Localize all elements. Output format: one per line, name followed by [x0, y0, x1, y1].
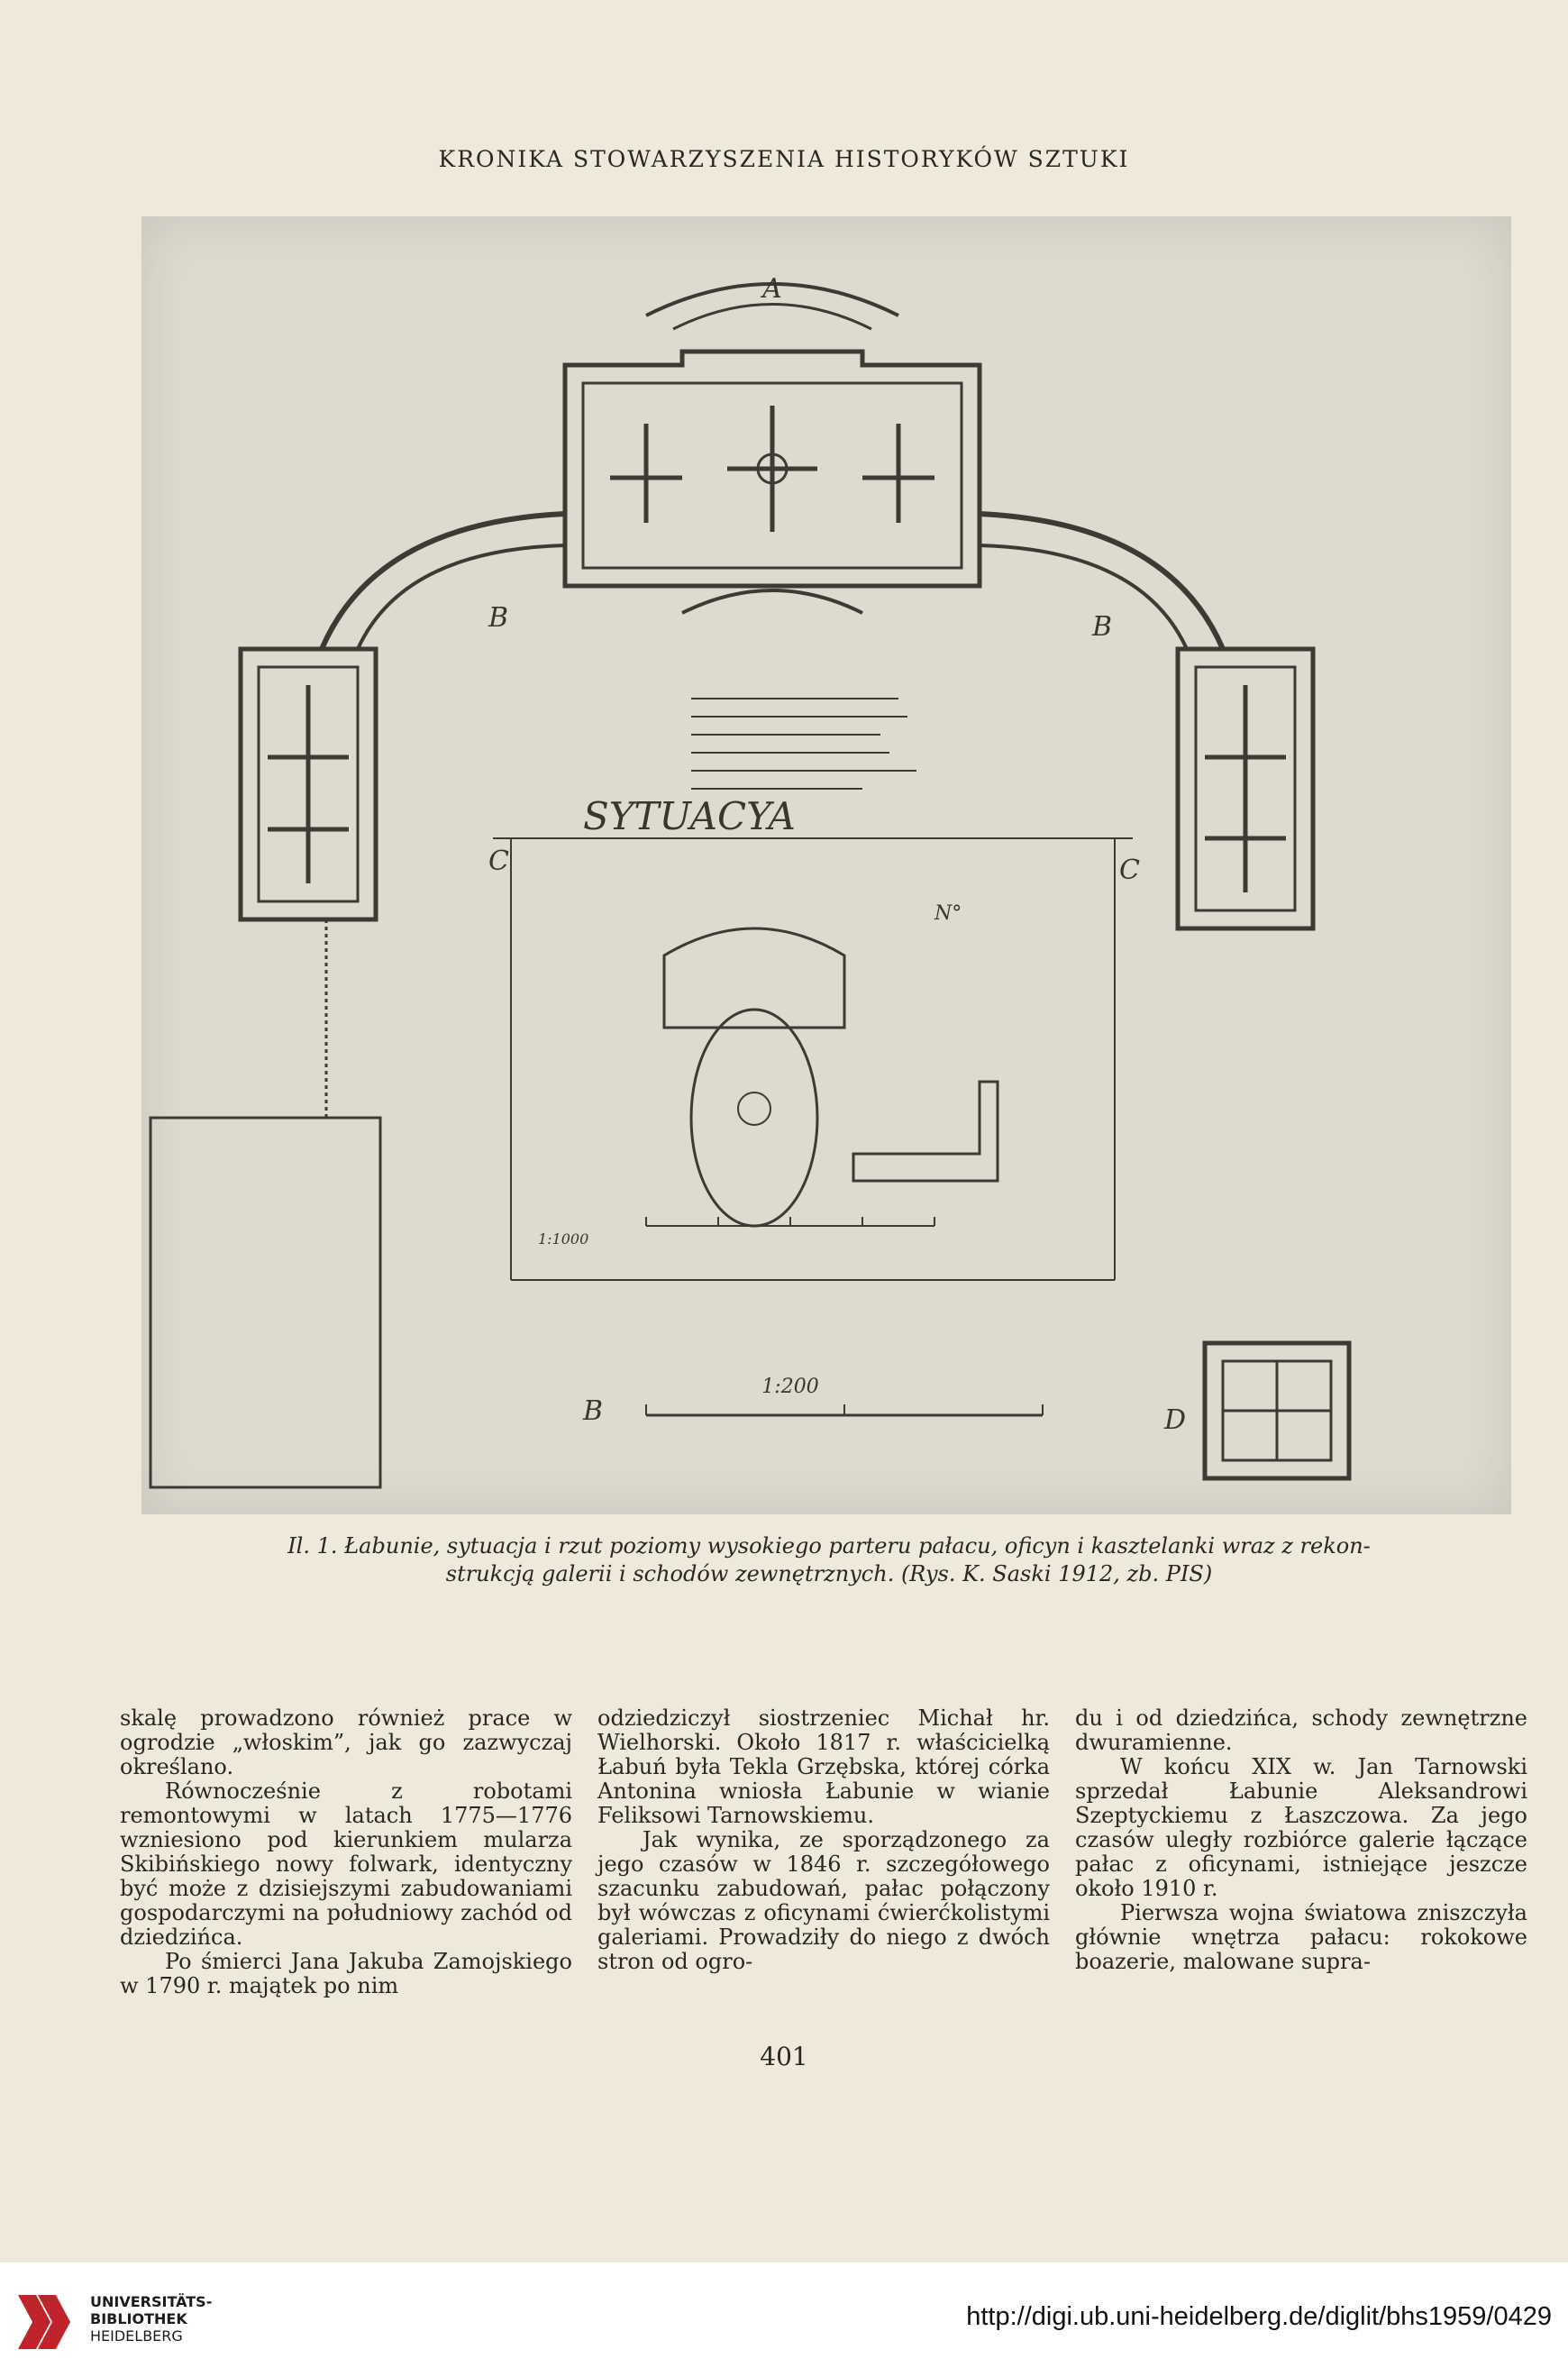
text-column-3	[1075, 1706, 1527, 1998]
plan-label-c-right: C	[1119, 855, 1140, 886]
library-name-line-3: HEIDELBERG	[90, 2327, 183, 2345]
caption-line-1: Il. 1. Łabunie, sytuacja i rzut poziomy wysokiego parteru pałacu, oficyn i kasztelanki wraz z rekon-	[287, 1533, 1371, 1559]
north-arrow-label: N°	[934, 902, 962, 925]
library-name-line-1: UNIVERSITÄTS-	[90, 2293, 213, 2310]
paragraph: Po śmierci Jana Jakuba Zamojskiego w 1790 r. majątek po nim	[120, 1949, 572, 1998]
plan-scale: 1:200	[761, 1376, 819, 1398]
library-logo-icon	[14, 2286, 72, 2356]
plan-label-b-bottom: B	[583, 1395, 604, 1427]
text-column-1	[120, 1706, 572, 1998]
site-plan-scale: 1:1000	[538, 1230, 589, 1248]
library-name-line-2: BIBLIOTHEK	[90, 2310, 187, 2327]
floor-plan-drawing	[141, 216, 1511, 1514]
paragraph: Równocześnie z robotami remontowymi w latach 1775—1776 wzniesiono pod kierunkiem mularza Skibińskiego nowy folwark, identyczny być może z dzisiejszymi zabudowaniami gospodarczymi na południowy zachód od dziedzińca.	[120, 1778, 572, 1950]
digital-library-link[interactable]: http://digi.ub.uni-heidelberg.de/diglit/bhs1959/0429	[966, 2302, 1552, 2331]
text-column-2	[597, 1706, 1050, 1998]
plan-label-a: A	[762, 273, 782, 305]
paragraph: Pierwsza wojna światowa zniszczyła głównie wnętrza pałacu: rokokowe boazerie, malowane supra-	[1075, 1900, 1527, 1974]
plan-label-d: D	[1164, 1404, 1187, 1436]
paragraph: Jak wynika, ze sporządzonego za jego czasów w 1846 r. szczegółowego szacunku zabudowań, pałac połączony był wówczas z oficynami ćwierćkolistymi galeriami. Prowadziły do niego z dwóch stron od ogro-	[597, 1827, 1050, 1974]
paragraph: odziedziczył siostrzeniec Michał hr. Wielhorski. Około 1817 r. właścicielką Łabuń była Tekla Grzębska, której córka Antonina wniosła Łabunie w wianie Feliksowi Tarnowskiemu.	[597, 1705, 1050, 1828]
paragraph: skalę prowadzono również prace w ogrodzie „włoskim”, jak go zazwyczaj określano.	[120, 1705, 572, 1779]
running-head: KRONIKA STOWARZYSZENIA HISTORYKÓW SZTUKI	[438, 146, 1130, 172]
library-footer	[0, 2263, 1568, 2377]
paragraph: W końcu XIX w. Jan Tarnowski sprzedał Łabunie Aleksandrowi Szeptyckiemu z Łaszczowa. Za jego czasów uległy rozbiórce galerie łączące pałac z oficynami, istniejące jeszcze około 1910 r.	[1075, 1754, 1527, 1901]
architectural-plan-figure	[141, 216, 1511, 1514]
body-text-columns	[120, 1706, 1527, 1998]
plan-title: SYTUACYA	[583, 794, 796, 838]
figure-caption	[162, 1532, 1496, 1588]
library-name	[90, 2293, 212, 2345]
caption-line-2: strukcją galerii i schodów zewnętrznych. (Rys. K. Saski 1912, zb. PIS)	[445, 1561, 1213, 1586]
plan-label-b-left: B	[488, 602, 509, 634]
page-number: 401	[760, 2042, 808, 2071]
plan-label-c-left: C	[488, 846, 509, 877]
paragraph: du i od dziedzińca, schody zewnętrzne dwuramienne.	[1075, 1705, 1527, 1755]
plan-label-b-right: B	[1092, 611, 1113, 643]
